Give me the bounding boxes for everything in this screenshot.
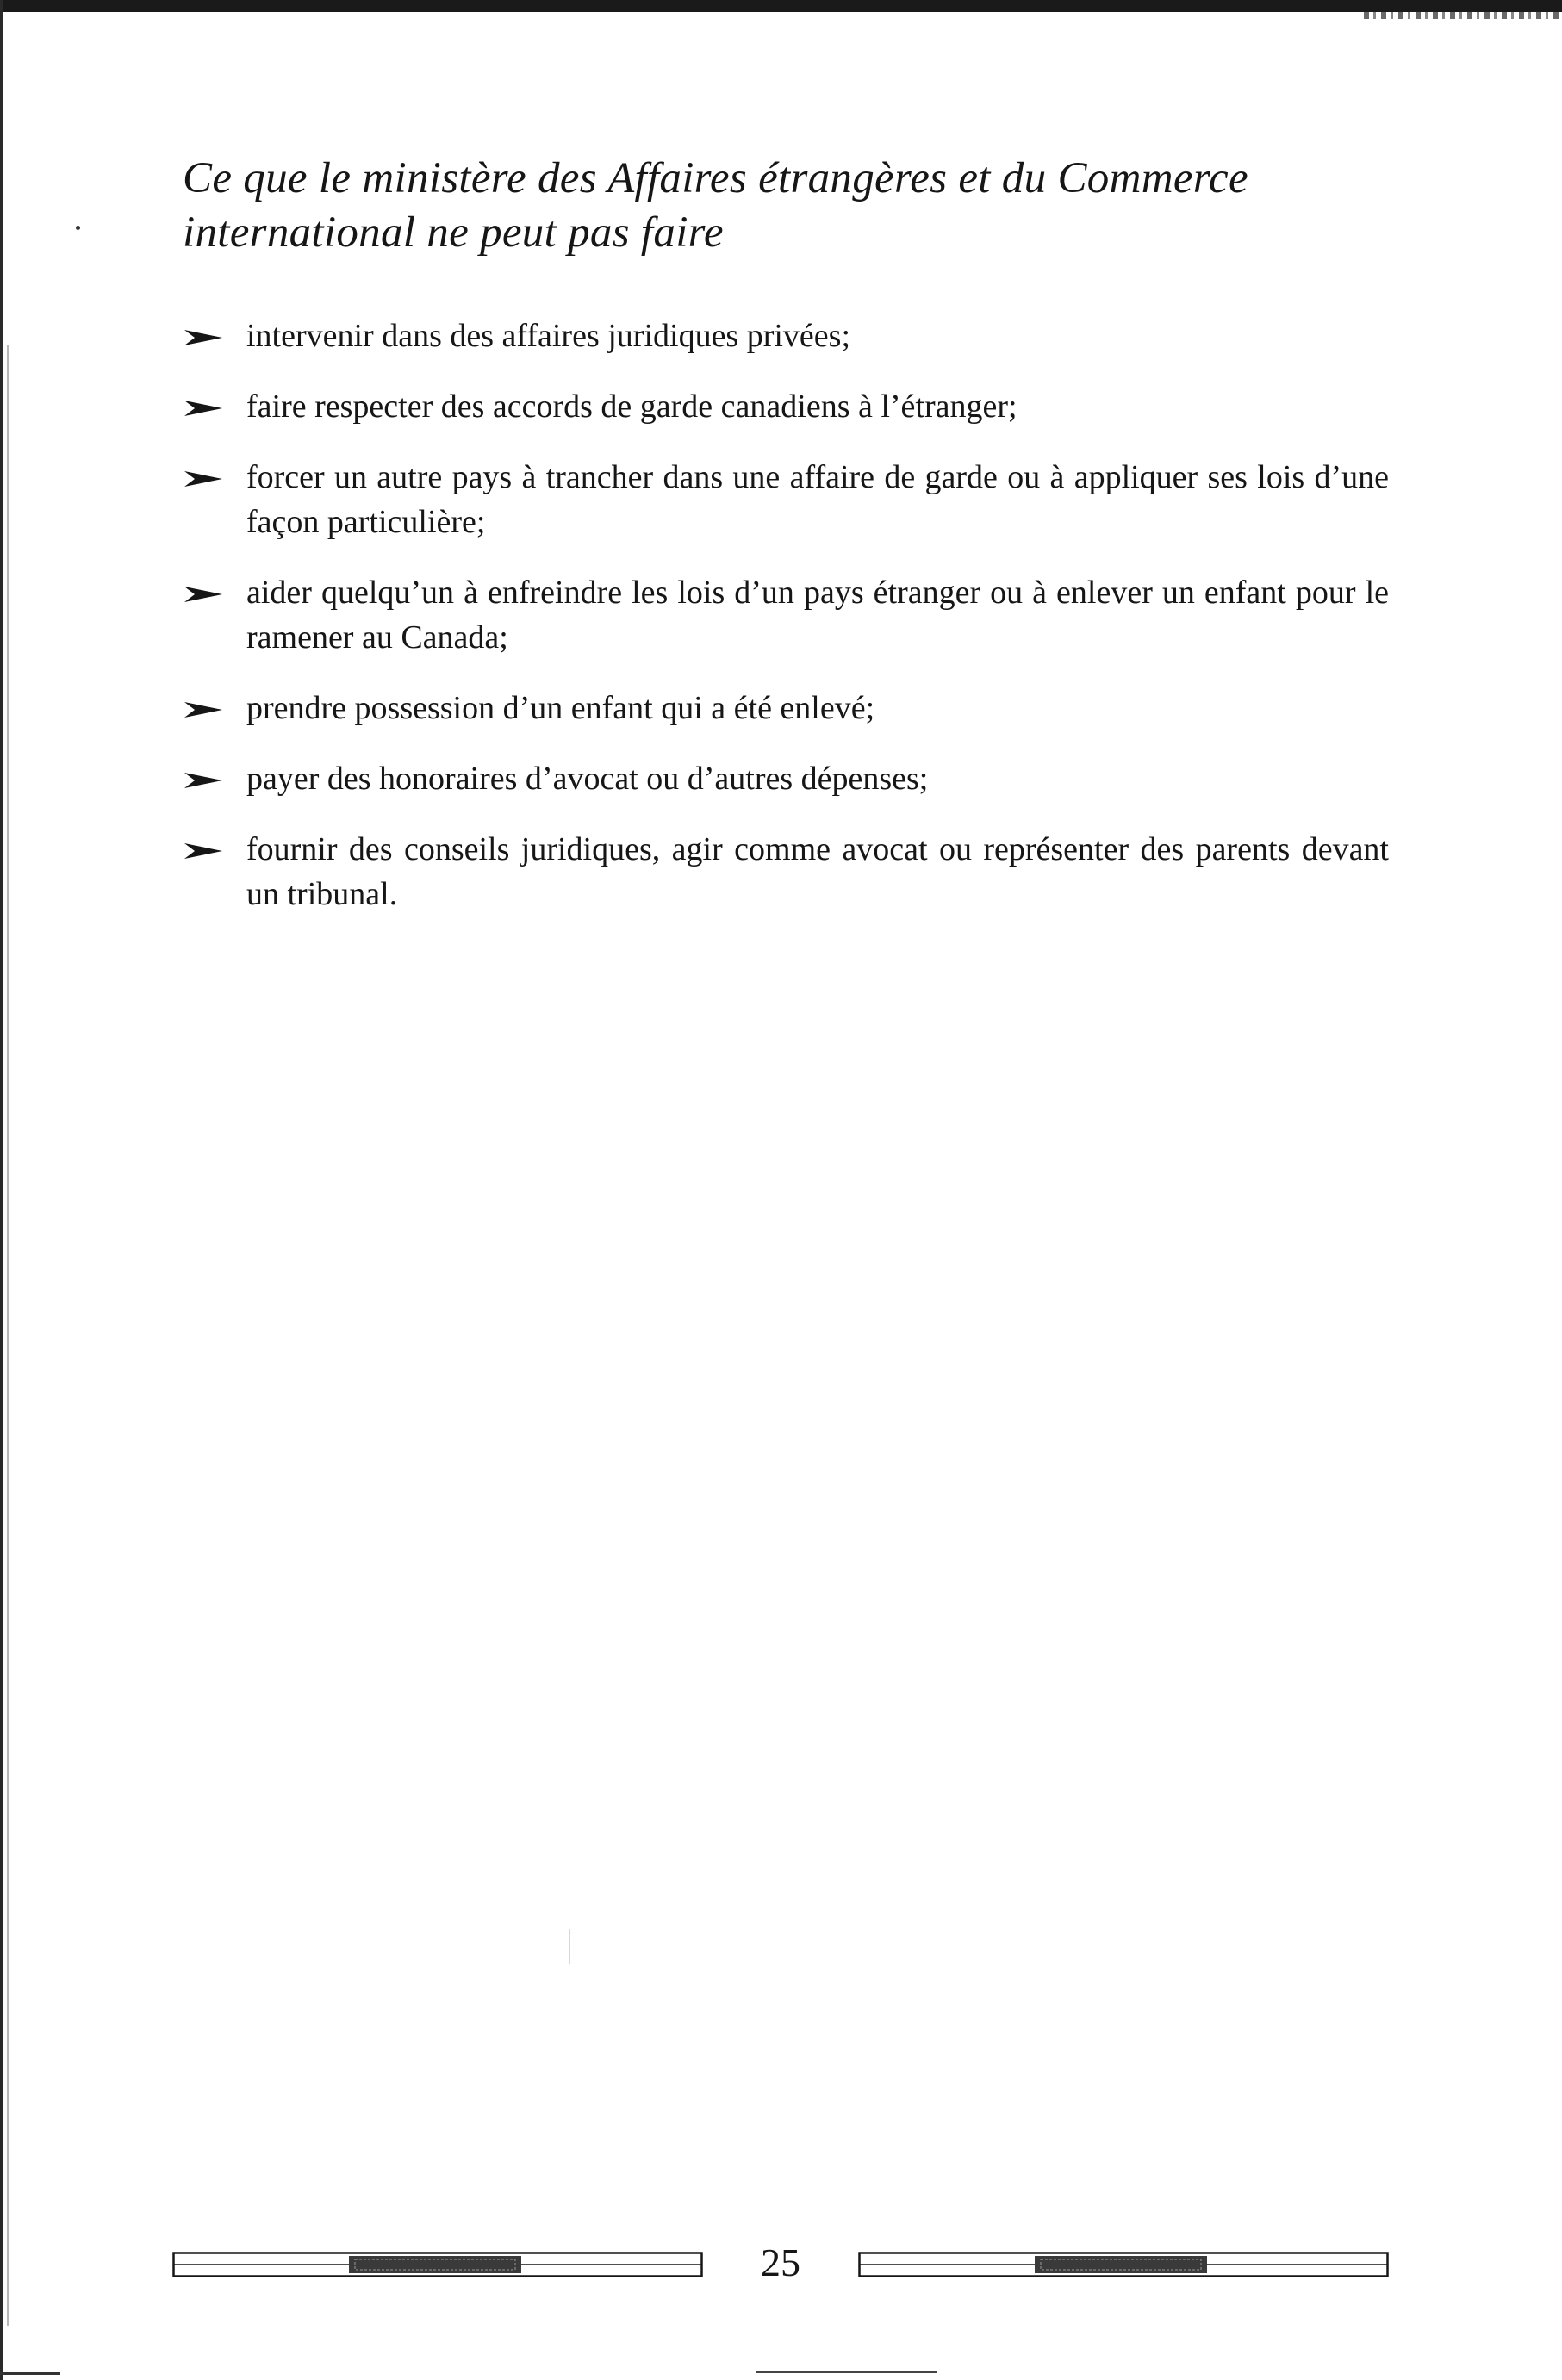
scan-edge-top xyxy=(0,0,1562,12)
list-item-text: aider quelqu’un à enfreindre les lois d’un pays étranger ou à enlever un enfant pour le ramener au Canada; xyxy=(246,575,1389,656)
list-item xyxy=(183,756,1389,801)
scan-edge-bottom-mid xyxy=(756,2371,937,2373)
scan-speckle xyxy=(1364,12,1562,19)
heading-line-2: international ne peut pas faire xyxy=(183,208,724,257)
list-item-text: forcer un autre pays à trancher dans une affaire de garde ou à appliquer ses lois d’une façon particulière; xyxy=(246,459,1389,540)
arrowhead-right-icon xyxy=(183,770,224,791)
restrictions-list xyxy=(183,314,1389,942)
scan-edge-left xyxy=(0,0,3,2380)
list-item xyxy=(183,827,1389,917)
arrowhead-right-icon xyxy=(183,699,224,720)
list-item-text: faire respecter des accords de garde canadiens à l’étranger; xyxy=(246,388,1017,425)
list-item-text: intervenir dans des affaires juridiques privées; xyxy=(246,318,851,354)
list-item xyxy=(183,384,1389,429)
list-item xyxy=(183,570,1389,660)
scan-speck xyxy=(76,226,80,230)
list-item xyxy=(183,686,1389,730)
arrowhead-right-icon xyxy=(183,584,224,605)
list-item xyxy=(183,455,1389,544)
page-footer xyxy=(172,2240,1389,2286)
arrowhead-right-icon xyxy=(183,327,224,348)
ornamental-rule-right xyxy=(858,2252,1389,2277)
list-item xyxy=(183,314,1389,358)
arrowhead-right-icon xyxy=(183,469,224,489)
scan-mark xyxy=(569,1929,570,1964)
ornamental-rule-left xyxy=(172,2252,703,2277)
list-item-text: prendre possession d’un enfant qui a été enlevé; xyxy=(246,690,875,726)
section-heading xyxy=(183,152,1406,260)
list-item-text: payer des honoraires d’avocat ou d’autres dépenses; xyxy=(246,761,929,797)
heading-line-1: Ce que le ministère des Affaires étrangères et du Commerce xyxy=(183,154,1248,202)
arrowhead-right-icon xyxy=(183,841,224,861)
list-item-text: fournir des conseils juridiques, agir comme avocat ou représenter des parents devant un tribunal. xyxy=(246,831,1389,912)
scan-edge-left-shadow xyxy=(7,345,9,2326)
arrowhead-right-icon xyxy=(183,398,224,419)
scan-edge-bottom-left xyxy=(0,2372,60,2375)
page-number: 25 xyxy=(761,2240,800,2284)
